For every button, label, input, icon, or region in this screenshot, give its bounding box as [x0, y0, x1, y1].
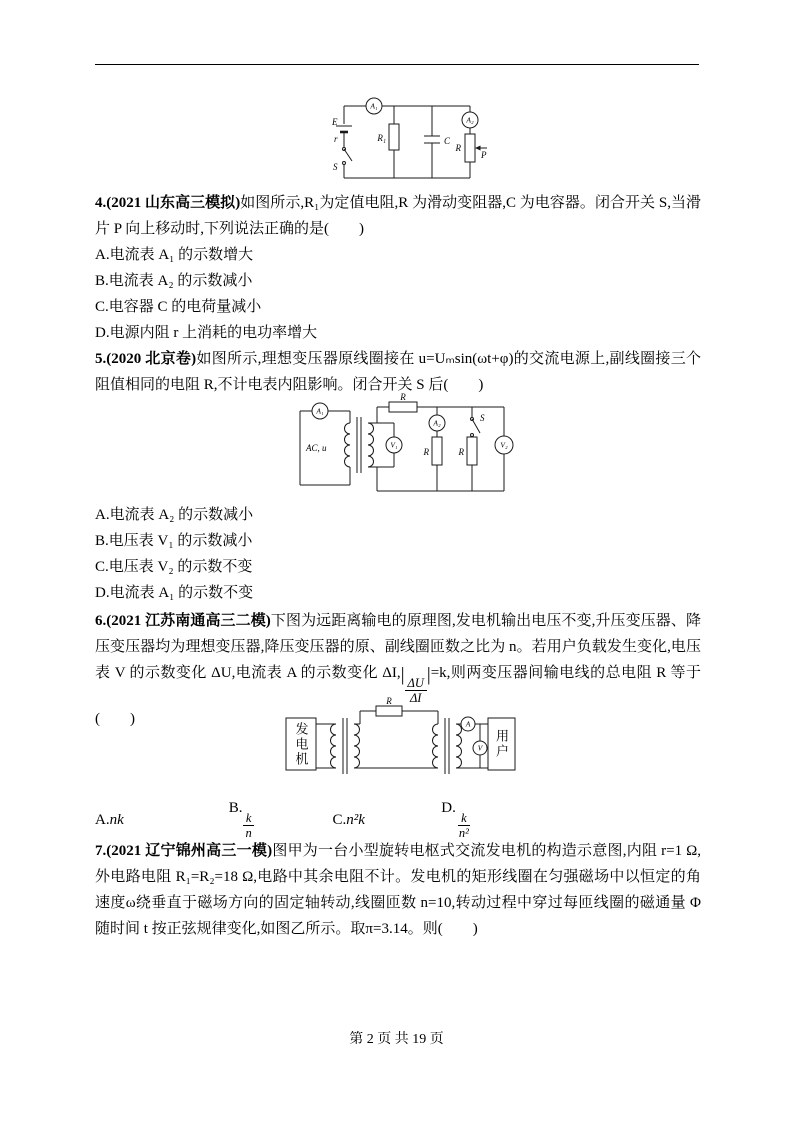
battery-symbol — [336, 126, 352, 132]
stepdown-core — [445, 718, 449, 774]
q6-option-a-label: A. — [95, 811, 110, 828]
abs-bar-open: | — [400, 664, 405, 686]
abs-bar-close: | — [426, 664, 431, 686]
stepdown-secondary-coil — [456, 724, 462, 768]
q6-stem-part2: =k,则两变压器间输电线的总电阻 R 等于( ) — [95, 665, 701, 727]
ammeter-a2 — [462, 112, 478, 128]
line-resistor — [376, 706, 402, 716]
resistor-branch2 — [467, 437, 477, 465]
q5-option-a: A.电流表 A₂ 的示数减小 — [95, 507, 254, 523]
switch-icon — [343, 148, 353, 165]
q6-option-d-fraction — [456, 811, 472, 841]
q6-option-d-numerator: k — [458, 811, 470, 826]
label-r1: R₁ — [377, 133, 386, 143]
q5-stem: 如图所示,理想变压器原线圈接在 u=Uₘsin(ωt+φ)的交流电源上,副线圈接三个阻值相同的电阻 R,不计电表内阻影响。闭合开关 S 后( ) — [95, 351, 701, 393]
fraction-numerator: ΔU — [405, 676, 427, 691]
label-slider-p: P — [481, 150, 487, 160]
q5-option-d: D.电流表 A₁ 的示数不变 — [95, 585, 254, 601]
question-6-options — [95, 800, 701, 841]
svg-text:V₂: V₂ — [500, 440, 508, 450]
transformer-core — [357, 417, 361, 473]
svg-text:V: V — [477, 743, 483, 753]
svg-text:A₁: A₁ — [316, 406, 324, 416]
q5-option-c: C.电压表 V₂ 的示数不变 — [95, 559, 253, 575]
resistor-branch1 — [432, 437, 442, 465]
fraction-denominator: ΔI — [409, 691, 422, 706]
page-footer: 第 2 页 共 19 页 — [349, 1032, 444, 1047]
label-r-branch1: R — [423, 447, 429, 457]
label-r-top: R — [400, 393, 406, 402]
q4-option-a: A.电流表 A₁ 的示数增大 — [95, 247, 254, 263]
label-switch: S — [480, 413, 485, 423]
switch-icon — [471, 418, 481, 437]
q6-option-d-denominator: n² — [458, 826, 469, 841]
user-box-label: 用户 — [494, 729, 509, 759]
q5-option-b: B.电压表 V₁ 的示数减小 — [95, 533, 253, 549]
generator-box-label: 发电机 — [293, 721, 309, 767]
q4-number: 4.(2021 山东高三模拟) — [95, 195, 241, 211]
label-capacitor: C — [444, 136, 451, 146]
q6-option-a-value: nk — [109, 811, 124, 828]
ammeter-a — [461, 717, 475, 731]
stepup-secondary-coil — [354, 724, 360, 768]
voltmeter-v1 — [386, 437, 402, 453]
label-ac-source: AC, u — [306, 443, 327, 453]
top-rule — [95, 64, 699, 65]
q6-option-b-label: B. — [228, 800, 243, 816]
stepup-primary-coil — [331, 724, 337, 768]
primary-coil — [345, 423, 351, 467]
q6-option-b-numerator: k — [243, 811, 255, 826]
q6-option-b-denominator: n — [245, 826, 252, 841]
label-emf: E — [332, 117, 338, 127]
q6-option-b — [229, 800, 329, 841]
ammeter-a2 — [429, 415, 445, 431]
label-rheostat: R — [455, 143, 461, 153]
question-7-stem — [95, 838, 701, 942]
capacitor-symbol — [424, 136, 440, 143]
question-5-stem — [95, 346, 701, 398]
ammeter-a1 — [312, 403, 328, 419]
q7-stem: 图甲为一台小型旋转电枢式交流发电机的构造示意图,内阻 r=1 Ω,外电路电阻 R₁=R₂=18 Ω,电路中其余电阻不计。发电机的矩形线圈在匀强磁场中以恒定的角速度ω绕垂直于磁场方向的固定轴转动,线圈匝数 n=10,转动过程中穿过每匝线圈的磁通量 Φ 随时间 t 按正弦规律变化,如图乙所示。取π=3.14。则( ) — [95, 843, 701, 937]
label-line-resistor: R — [386, 696, 392, 706]
q6-option-c — [333, 812, 438, 829]
q6-transmission-figure — [278, 696, 523, 791]
q4-stem: 如图所示,R₁为定值电阻,R 为滑动变阻器,C 为电容器。闭合开关 S,当滑片 P 向上移动时,下列说法正确的是( ) — [95, 195, 702, 237]
question-4 — [95, 190, 701, 346]
svg-text:A₁: A₁ — [370, 101, 378, 111]
q6-option-d — [441, 800, 472, 841]
svg-text:A₂: A₂ — [466, 115, 474, 125]
label-internal-resistance: r — [334, 134, 338, 144]
q5-number: 5.(2020 北京卷) — [95, 351, 197, 367]
q7-number: 7.(2021 辽宁锦州高三一模) — [95, 843, 273, 859]
resistor-r1 — [389, 124, 399, 150]
secondary-coil — [368, 423, 374, 467]
q4-option-c: C.电容器 C 的电荷量减小 — [95, 299, 262, 315]
svg-text:A: A — [465, 719, 471, 729]
ammeter-a1 — [366, 98, 382, 114]
q6-stem-part1: 下图为远距离输电的原理图,发电机输出电压不变,升压变压器、降压变压器均为理想变压器,降压变压器的原、副线圈匝数之比为 n。若用户负载发生变化,电压表 V 的示数变化 ΔU,电流表 A 的示数变化 ΔI, — [95, 613, 701, 681]
label-switch: S — [333, 162, 338, 172]
q4-option-b: B.电流表 A₂ 的示数减小 — [95, 273, 253, 289]
q5-circuit-figure — [282, 393, 532, 505]
question-5-options — [95, 502, 701, 606]
q6-option-c-label: C. — [332, 811, 347, 828]
q4-option-d: D.电源内阻 r 上消耗的电功率增大 — [95, 325, 318, 341]
q6-option-d-label: D. — [441, 800, 456, 816]
stepup-core — [343, 718, 347, 774]
voltmeter-v — [473, 741, 487, 755]
q4-circuit-figure — [330, 90, 490, 190]
stepdown-primary-coil — [433, 724, 439, 768]
q6-option-a — [95, 812, 225, 829]
resistor-top — [389, 402, 417, 412]
q6-option-b-fraction — [243, 811, 255, 841]
q6-number: 6.(2021 江苏南通高三二模) — [95, 613, 271, 629]
q5-transformer-diagram — [282, 393, 532, 505]
circuit-wires — [344, 106, 470, 178]
label-r-branch2: R — [458, 447, 464, 457]
q4-circuit-diagram — [330, 90, 490, 190]
q6-option-c-value: n²k — [346, 811, 365, 828]
svg-text:V₁: V₁ — [390, 440, 398, 450]
svg-text:A₂: A₂ — [433, 418, 441, 428]
voltmeter-v2 — [495, 436, 513, 454]
